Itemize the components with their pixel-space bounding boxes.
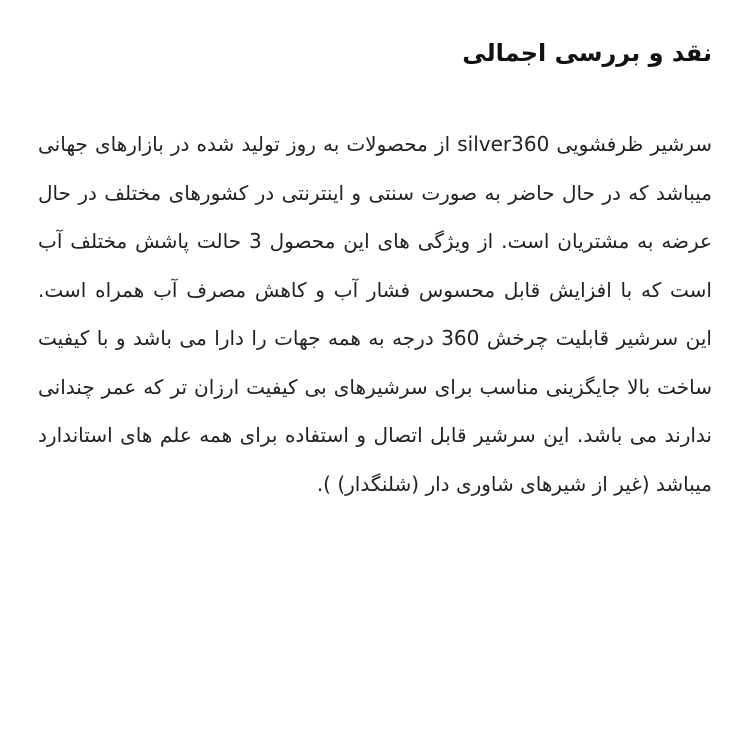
section-heading: نقد و بررسی اجمالی bbox=[462, 39, 712, 67]
article bbox=[38, 28, 712, 508]
description-paragraph: سرشیر ظرفشویی silver360 از محصولات به روز تولید شده در بازارهای جهانی میباشد که در حال حاضر به صورت سنتی و اینترنتی در کشورهای مختلف در حال عرضه به مشتریان است. از ویژگی های این محصول 3 حالت پاشش مختلف آب است که با افزایش قابل محسوس فشار آب و کاهش مصرف آب همراه است. این سرشیر قابلیت چرخش 360 درجه به همه جهات را دارا می باشد و با کیفیت ساخت بالا جایگزینی مناسب برای سرشیرهای بی کیفیت ارزان تر که عمر چندانی ندارند می باشد. این سرشیر قابل اتصال و استفاده برای همه علم های استاندارد میباشد (غیر از شیرهای شاوری دار (شلنگدار) ). bbox=[38, 132, 713, 496]
